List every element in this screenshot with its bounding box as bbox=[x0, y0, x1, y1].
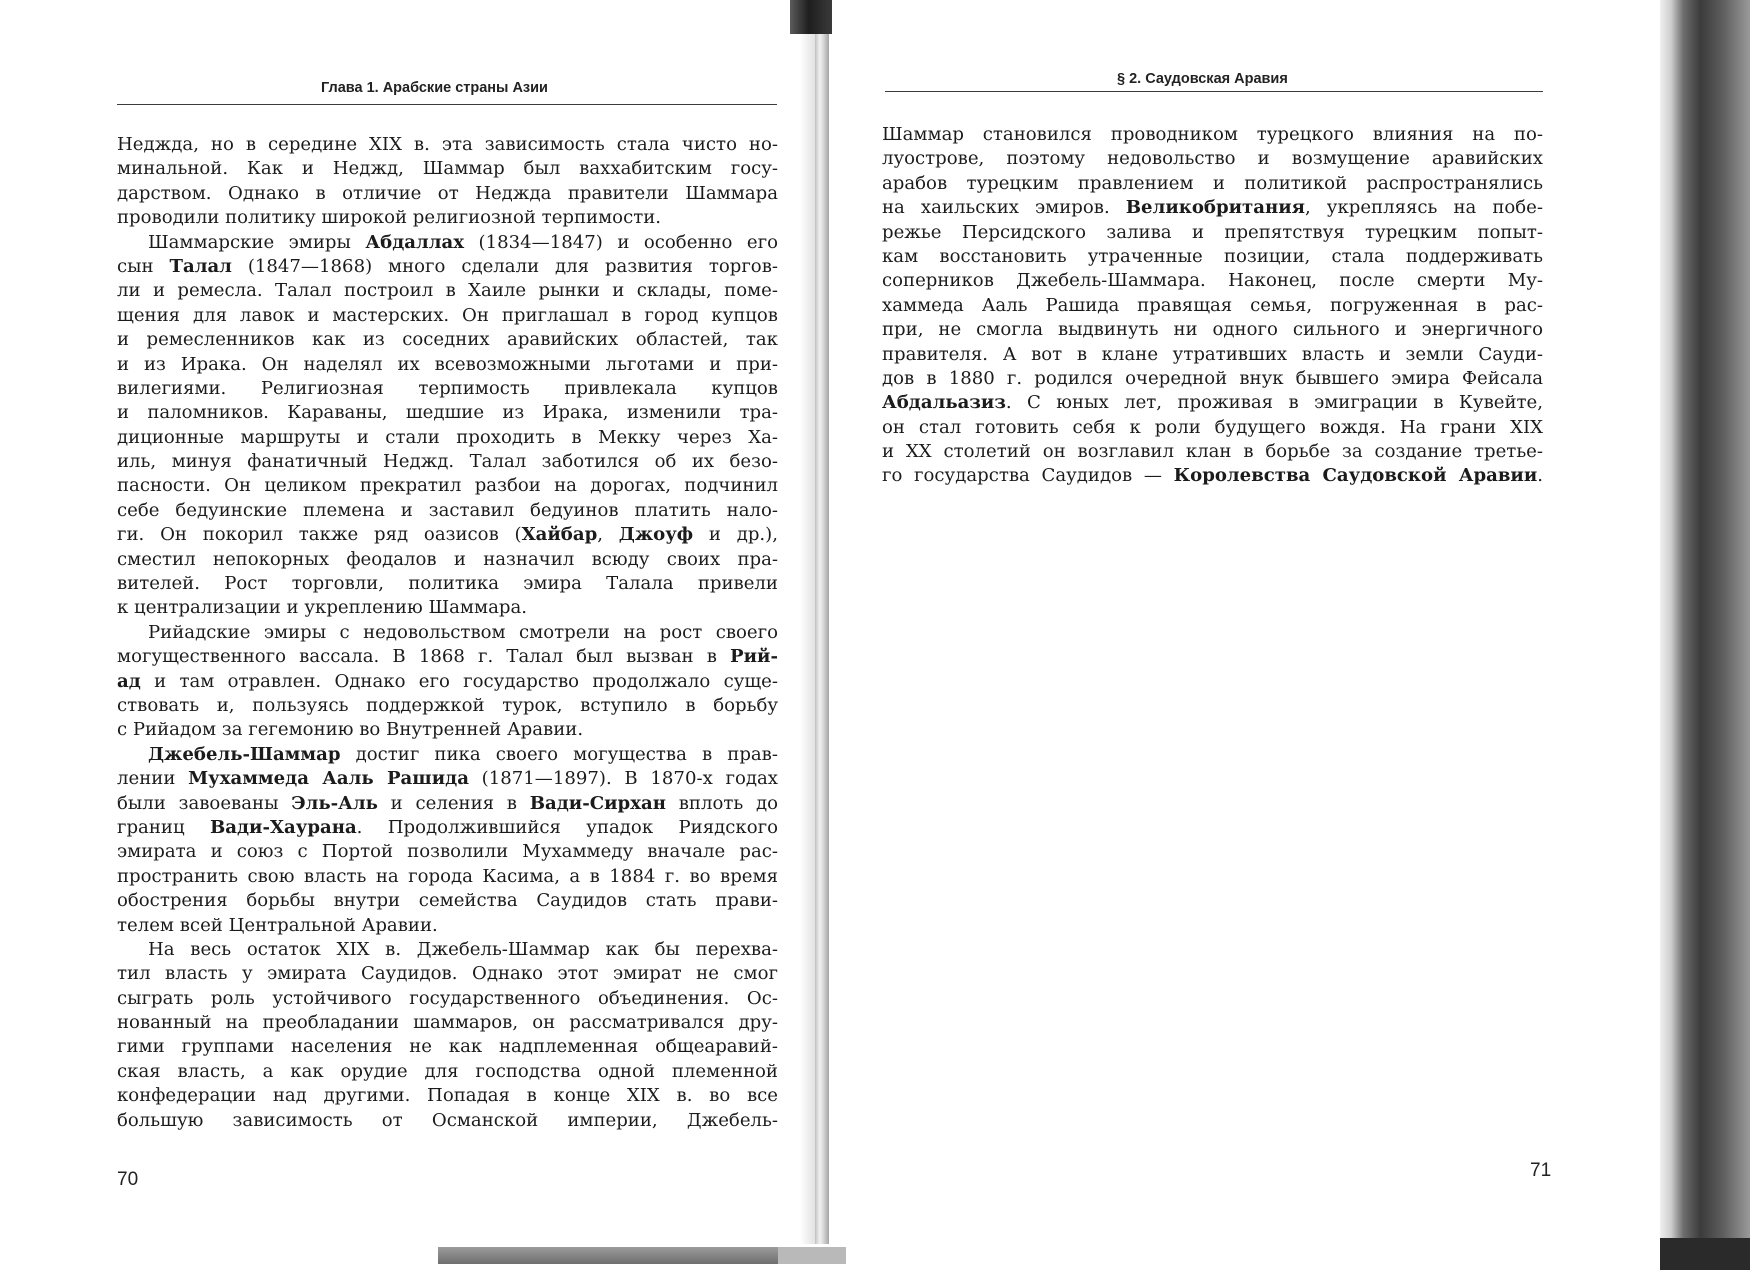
text-line bbox=[117, 694, 778, 718]
text-line bbox=[117, 279, 778, 303]
text-line bbox=[117, 865, 778, 889]
text-segment: вителей. Рост торговли, политика эмира Талала привели bbox=[117, 573, 778, 595]
text-segment: конфедерации над другими. Попадая в конце XIX в. во все bbox=[117, 1085, 778, 1107]
text-line bbox=[117, 133, 778, 157]
text-line bbox=[117, 499, 778, 523]
text-segment: правителя. А вот в клане утративших власть и земли Сауди- bbox=[882, 343, 1543, 365]
left-body-text bbox=[117, 133, 778, 1133]
text-segment: сыграть роль устойчивого государственного объединения. Ос- bbox=[117, 987, 778, 1009]
text-line bbox=[882, 245, 1543, 269]
bold-term: Мухаммеда Ааль Рашида bbox=[188, 768, 469, 790]
text-segment: гими группами населения не как надплеменная общеаравий- bbox=[117, 1036, 778, 1058]
text-line bbox=[882, 147, 1543, 171]
text-segment: он стал готовить себя к роли будущего вождя. На грани XIX bbox=[882, 416, 1543, 438]
text-segment: могущественного вассала. В 1868 г. Талал был вызван в bbox=[117, 646, 731, 668]
text-segment: ли и ремесла. Талал построил в Хаиле рынки и склады, поме- bbox=[117, 280, 778, 302]
text-segment: режье Персидского залива и препятствуя турецким попыт- bbox=[882, 221, 1543, 243]
text-segment: Шаммарские эмиры bbox=[148, 231, 366, 253]
text-line bbox=[117, 548, 778, 572]
text-segment: и XX столетий он возглавил клан в борьбе за создание третье- bbox=[882, 441, 1543, 463]
text-segment: (1847—1868) много сделали для развития торгов- bbox=[231, 255, 778, 277]
text-segment: Шаммар становился проводником турецкого влияния на по- bbox=[882, 124, 1543, 145]
text-segment: себе бедуинские племена и заставил бедуинов платить нало- bbox=[117, 499, 778, 521]
text-segment: кам восстановить утраченные позиции, стала поддерживать bbox=[882, 245, 1543, 267]
paragraph-first-line bbox=[117, 743, 778, 767]
bold-term: Вади-Хаурана bbox=[209, 816, 357, 838]
bottom-binding-strip bbox=[438, 1247, 846, 1264]
text-line bbox=[882, 440, 1543, 464]
text-line bbox=[117, 182, 778, 206]
text-line bbox=[882, 269, 1543, 293]
text-segment: большую зависимость от Османской империи, Джебель- bbox=[117, 1109, 778, 1131]
text-line bbox=[117, 474, 778, 498]
text-line bbox=[117, 792, 778, 816]
text-segment: с Рийадом за гегемонию во Внутренней Аравии. bbox=[117, 719, 584, 741]
text-segment: и ремесленников как из соседних аравийских областей, так bbox=[117, 329, 778, 351]
text-segment: пасности. Он целиком прекратил разбои на дорогах, подчинил bbox=[117, 475, 778, 497]
left-running-head: Глава 1. Арабские страны Азии bbox=[321, 80, 548, 96]
bold-term: Эль-Аль bbox=[291, 792, 378, 814]
text-segment: На весь остаток XIX в. Джебель-Шаммар как бы перехва- bbox=[148, 938, 778, 960]
text-line bbox=[117, 816, 778, 840]
text-line bbox=[117, 670, 778, 694]
gutter-shadow bbox=[800, 34, 816, 1244]
text-segment: лении bbox=[117, 768, 189, 790]
text-line bbox=[882, 318, 1543, 342]
text-segment: , bbox=[597, 524, 619, 546]
text-segment: и селения в bbox=[377, 792, 530, 814]
text-segment: хаммеда Ааль Рашида правящая семья, погруженная в рас- bbox=[882, 294, 1543, 316]
bold-term: Великобритания bbox=[1125, 197, 1305, 219]
text-segment: , укрепляясь на побе- bbox=[1305, 197, 1543, 219]
text-line bbox=[882, 464, 1543, 488]
bold-term: Джоуф bbox=[618, 524, 694, 546]
text-segment: Рийадские эмиры с недовольством смотрели на рост своего bbox=[148, 621, 778, 643]
text-segment: . bbox=[1537, 465, 1544, 487]
bold-term: ад bbox=[117, 670, 141, 692]
text-line bbox=[117, 1035, 778, 1059]
text-line bbox=[117, 377, 778, 401]
text-line bbox=[882, 221, 1543, 245]
text-line bbox=[117, 767, 778, 791]
text-segment: арабов турецким правлением и политикой распространялись bbox=[882, 172, 1543, 194]
page-edge-bottom bbox=[1660, 1238, 1750, 1270]
text-segment: обострения борьбы внутри семейства Саудидов стать прави- bbox=[117, 890, 778, 912]
text-line bbox=[882, 172, 1543, 196]
text-segment: при, не смогла выдвинуть ни одного сильного и энергичного bbox=[882, 319, 1543, 341]
bold-term: Вади-Сирхан bbox=[529, 792, 666, 814]
left-header-rule bbox=[117, 104, 777, 105]
text-line bbox=[882, 391, 1543, 415]
text-segment: на хаильских эмиров. bbox=[882, 197, 1126, 219]
paragraph-first-line bbox=[117, 621, 778, 645]
text-segment: были завоеваны bbox=[117, 792, 292, 814]
text-line bbox=[117, 645, 778, 669]
text-segment: минальной. Как и Неджд, Шаммар был ваххабитским госу- bbox=[117, 158, 778, 180]
text-segment: соперников Джебель-Шаммара. Наконец, после смерти Му- bbox=[882, 270, 1543, 292]
paragraph-first-line bbox=[117, 231, 778, 255]
text-line bbox=[117, 1060, 778, 1084]
bold-term: Рий- bbox=[730, 646, 778, 668]
bold-term: Королевства Саудовской Аравии bbox=[1173, 465, 1538, 487]
text-segment: (1834—1847) и особенно его bbox=[464, 231, 778, 253]
text-segment: сын bbox=[117, 255, 170, 277]
text-line bbox=[117, 328, 778, 352]
text-line bbox=[117, 450, 778, 474]
text-segment: щения для лавок и мастерских. Он приглашал в город купцов bbox=[117, 304, 778, 326]
text-segment: сместил непокорных феодалов и назначил всюду своих пра- bbox=[117, 548, 778, 570]
text-segment: диционные маршруты и стали проходить в Мекку через Ха- bbox=[117, 426, 778, 448]
text-segment: нованный на преобладании шаммаров, он рассматривался дру- bbox=[117, 1012, 778, 1034]
bold-term: Хайбар bbox=[521, 524, 598, 546]
text-segment: телем всей Центральной Аравии. bbox=[117, 914, 438, 936]
bold-term: Джебель-Шаммар bbox=[148, 743, 341, 765]
paragraph-first-line bbox=[117, 938, 778, 962]
text-segment: и др.), bbox=[693, 524, 778, 546]
text-segment: луострове, поэтому недовольство и возмущение аравийских bbox=[882, 148, 1543, 170]
right-header-rule bbox=[885, 91, 1543, 92]
text-line bbox=[117, 206, 778, 230]
text-segment: тил власть у эмирата Саудидов. Однако этот эмират не смог bbox=[117, 963, 778, 985]
text-segment: . Продолжившийся упадок Риядского bbox=[356, 816, 778, 838]
text-line bbox=[882, 416, 1543, 440]
text-segment: и паломников. Караваны, шедшие из Ирака, изменили тра- bbox=[117, 402, 778, 424]
text-line bbox=[882, 123, 1543, 147]
text-line bbox=[117, 1011, 778, 1035]
bold-term: Абдальазиз bbox=[882, 392, 1006, 414]
right-page-number: 71 bbox=[1530, 1160, 1552, 1181]
text-segment: иль, минуя фанатичный Неджд. Талал заботился об их безо- bbox=[117, 451, 778, 473]
text-segment: Неджда, но в середине XIX в. эта зависимость стала чисто но- bbox=[117, 134, 778, 155]
text-segment: . С юных лет, проживая в эмиграции в Кувейте, bbox=[1005, 392, 1543, 414]
bottom-strip-highlight bbox=[778, 1247, 846, 1264]
text-line bbox=[117, 962, 778, 986]
text-line bbox=[117, 426, 778, 450]
text-line bbox=[117, 718, 778, 742]
text-line bbox=[882, 294, 1543, 318]
text-line bbox=[882, 367, 1543, 391]
text-segment: и там отравлен. Однако его государство продолжало суще- bbox=[140, 670, 778, 692]
text-segment: вплоть до bbox=[665, 792, 778, 814]
text-line bbox=[117, 255, 778, 279]
text-line bbox=[882, 196, 1543, 220]
text-segment: и из Ирака. Он наделял их всевозможными льготами и при- bbox=[117, 353, 778, 375]
text-line bbox=[117, 401, 778, 425]
text-line bbox=[117, 914, 778, 938]
text-segment: го государства Саудидов — bbox=[882, 465, 1174, 487]
text-segment: границ bbox=[117, 816, 210, 838]
text-line bbox=[117, 889, 778, 913]
text-line bbox=[117, 987, 778, 1011]
right-body-text bbox=[882, 123, 1543, 489]
right-page-edges bbox=[1660, 0, 1750, 1270]
text-segment: пространить свою власть на города Касима, а в 1884 г. во время bbox=[117, 865, 778, 887]
text-line bbox=[117, 840, 778, 864]
bold-term: Абдаллах bbox=[365, 231, 465, 253]
book-gutter-top bbox=[790, 0, 832, 34]
text-line bbox=[882, 343, 1543, 367]
bold-term: Талал bbox=[169, 255, 232, 277]
left-page-number: 70 bbox=[117, 1169, 139, 1190]
text-segment: ская власть, а как орудие для господства одной племенной bbox=[117, 1060, 778, 1082]
text-segment: эмирата и союз с Портой позволили Мухаммеду вначале рас- bbox=[117, 841, 778, 863]
text-line bbox=[117, 523, 778, 547]
text-segment: проводили политику широкой религиозной терпимости. bbox=[117, 207, 662, 229]
text-line bbox=[117, 304, 778, 328]
book-spine-rod bbox=[815, 34, 829, 1244]
text-line bbox=[117, 572, 778, 596]
text-segment: дов в 1880 г. родился очередной внук бывшего эмира Фейсала bbox=[882, 367, 1543, 389]
text-line bbox=[117, 1084, 778, 1108]
text-segment: ги. Он покорил также ряд оазисов ( bbox=[117, 524, 522, 546]
right-running-head: § 2. Саудовская Аравия bbox=[1117, 71, 1288, 87]
text-segment: дарством. Однако в отличие от Неджда правители Шаммара bbox=[117, 182, 778, 204]
text-segment: (1871—1897). В 1870-х годах bbox=[468, 768, 778, 790]
text-segment: ствовать и, пользуясь поддержкой турок, вступило в борьбу bbox=[117, 694, 778, 716]
text-segment: вилегиями. Религиозная терпимость привлекала купцов bbox=[117, 377, 778, 399]
text-line bbox=[117, 596, 778, 620]
text-segment: достиг пика своего могущества в прав- bbox=[340, 743, 778, 765]
text-line bbox=[117, 353, 778, 377]
text-line bbox=[117, 157, 778, 181]
text-segment: к централизации и укреплению Шаммара. bbox=[117, 597, 527, 619]
text-line bbox=[117, 1109, 778, 1133]
